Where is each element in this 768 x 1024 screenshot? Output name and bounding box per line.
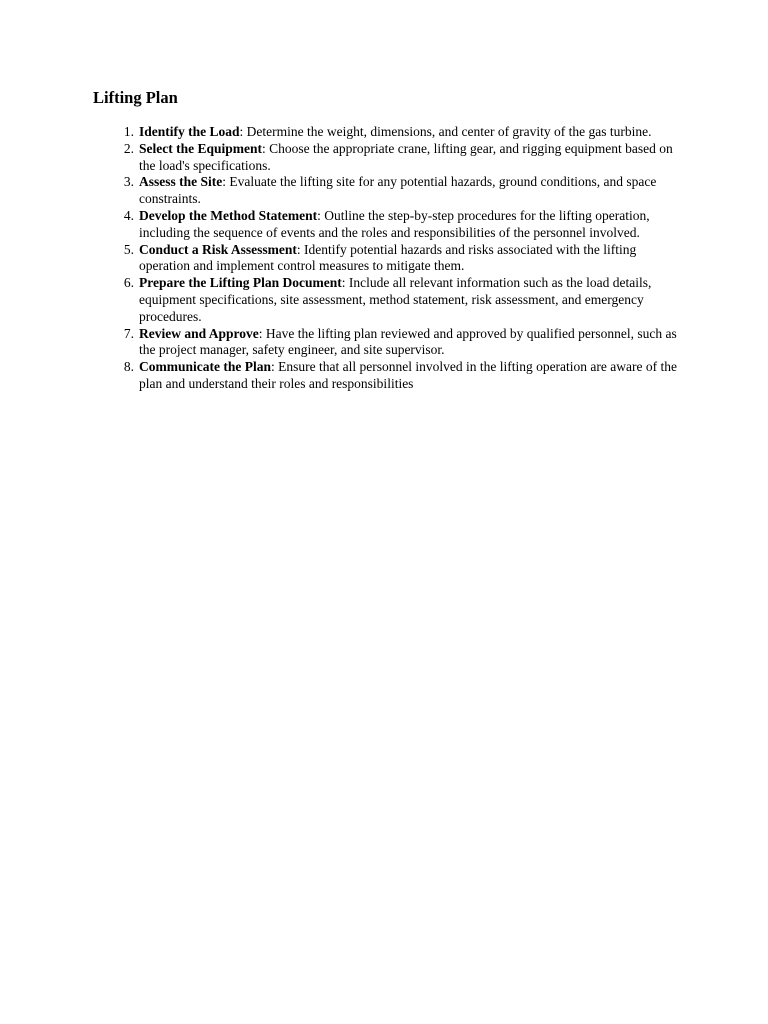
lifting-steps-list xyxy=(123,124,679,393)
step-description: : Identify potential hazards and risks associated with the lifting operation and implement control measures to mitigate them. xyxy=(139,241,637,274)
step-number: 1. xyxy=(123,124,134,139)
step-number: 2. xyxy=(123,140,134,156)
step-name: Conduct a Risk Assessment xyxy=(139,241,297,257)
list-item xyxy=(123,174,679,208)
step-number: 8. xyxy=(123,359,134,375)
step-description: : Have the lifting plan reviewed and approved by qualified personnel, such as the project manager, safety engineer, and site supervisor. xyxy=(139,325,677,358)
step-number: 3. xyxy=(123,174,134,190)
list-item xyxy=(123,325,679,360)
list-item xyxy=(123,207,679,242)
step-description: : Evaluate the lifting site for any potential hazards, ground conditions, and space constraints. xyxy=(139,174,657,207)
step-description: : Determine the weight, dimensions, and center of gravity of the gas turbine. xyxy=(239,124,652,139)
step-description: : Ensure that all personnel involved in the lifting operation are aware of the plan and understand their roles and responsibilities xyxy=(139,359,677,391)
list-item xyxy=(123,241,679,276)
step-name: Assess the Site xyxy=(139,174,223,190)
list-item xyxy=(123,140,679,175)
document-title: Lifting Plan xyxy=(93,88,178,107)
list-item xyxy=(123,359,679,393)
step-description: : Include all relevant information such as the load details, equipment specifications, site assessment, method statement, risk assessment, and emergency procedures. xyxy=(139,275,652,324)
list-item xyxy=(123,275,679,325)
step-name: Develop the Method Statement xyxy=(139,207,318,223)
step-number: 7. xyxy=(123,325,134,341)
step-number: 6. xyxy=(123,275,134,291)
step-name: Review and Approve xyxy=(139,325,259,341)
step-name: Identify the Load xyxy=(139,124,240,139)
step-description: : Choose the appropriate crane, lifting gear, and rigging equipment based on the load's specifications. xyxy=(139,140,673,173)
step-number: 5. xyxy=(123,241,134,257)
step-description: : Outline the step-by-step procedures for the lifting operation, including the sequence of events and the roles and responsibilities of the personnel involved. xyxy=(139,207,650,240)
step-name: Prepare the Lifting Plan Document xyxy=(139,275,342,291)
list-item xyxy=(123,124,679,141)
step-name: Communicate the Plan xyxy=(139,359,271,375)
step-number: 4. xyxy=(123,207,134,223)
step-name: Select the Equipment xyxy=(139,140,262,156)
